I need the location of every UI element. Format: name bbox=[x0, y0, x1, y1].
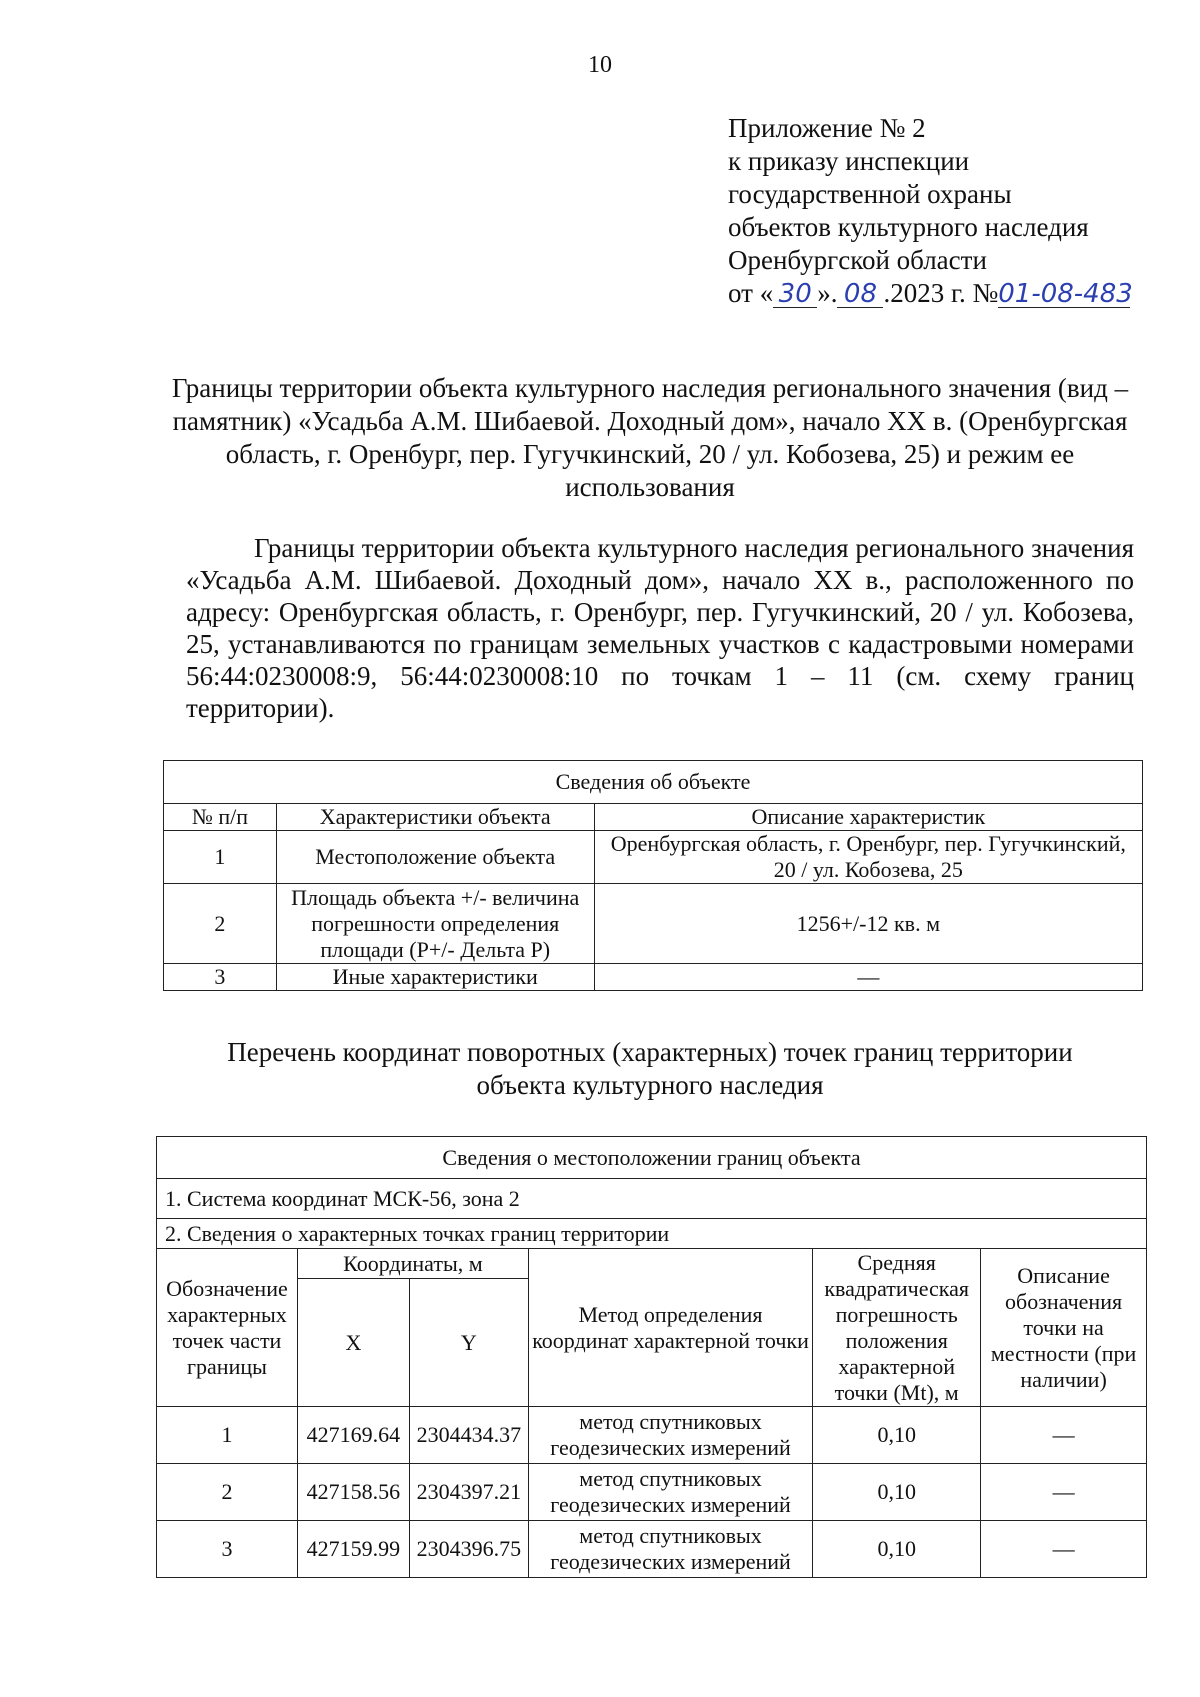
handwritten-day: 30 bbox=[773, 281, 817, 308]
appendix-line: Оренбургской области bbox=[728, 245, 987, 275]
column-header: Описание характеристик bbox=[594, 804, 1142, 831]
intro-paragraph: Границы территории объекта культурного наследия регионального значения «Усадьба А.М. Шибаевой. Доходный дом», начало XX в., расположенного по адресу: Оренбургская область, г. Оренбург, пер. Гугучкинский, 20 / ул. Кобозева, 25, устанавливаются по границам земельных участков с кадастровыми номерами 56:44:0230008:9, 56:44:0230008:10 по точкам 1 – 11 (см. схему границ территории). bbox=[186, 533, 1134, 723]
page-number: 10 bbox=[588, 52, 612, 78]
column-header: Обозначение характерных точек части границы bbox=[157, 1249, 298, 1407]
handwritten-month: 08 bbox=[837, 281, 883, 308]
table-caption: Сведения о местоположении границ объекта bbox=[157, 1137, 1147, 1179]
coordinates-title: Перечень координат поворотных (характерных) точек границ территории объекта культурного наследия bbox=[227, 1037, 1073, 1100]
coordinate-system: 1. Система координат МСК-56, зона 2 bbox=[157, 1179, 1147, 1219]
appendix-block bbox=[728, 112, 1133, 310]
appendix-line: Приложение № 2 bbox=[728, 113, 926, 143]
table-row: 3 Иные характеристики — bbox=[164, 964, 1143, 991]
table-row: 2 Площадь объекта +/- величина погрешности определения площади (P+/- Дельта P) 1256+/-12 кв. м bbox=[164, 884, 1143, 964]
section-heading: 2. Сведения о характерных точках границ территории bbox=[157, 1219, 1147, 1249]
object-info-table bbox=[163, 760, 1143, 991]
table-caption: Сведения об объекте bbox=[164, 761, 1143, 804]
handwritten-order-number: 01-08-483 bbox=[998, 279, 1133, 309]
table-row: 3 427159.99 2304396.75 метод спутниковых геодезических измерений 0,10 — bbox=[157, 1521, 1147, 1578]
table-row: 1 Местоположение объекта Оренбургская область, г. Оренбург, пер. Гугучкинский, 20 / ул. Кобозева, 25 bbox=[164, 831, 1143, 884]
table-row: 2 427158.56 2304397.21 метод спутниковых геодезических измерений 0,10 — bbox=[157, 1464, 1147, 1521]
table-row: 1 427169.64 2304434.37 метод спутниковых геодезических измерений 0,10 — bbox=[157, 1407, 1147, 1464]
document-title: Границы территории объекта культурного наследия регионального значения (вид – памятник) «Усадьба А.М. Шибаевой. Доходный дом», начало XX в. (Оренбургская область, г. Оренбург, пер. Гугучкинский, 20 / ул. Кобозева, 25) и режим ее использования bbox=[171, 373, 1129, 502]
column-header: X bbox=[297, 1279, 409, 1407]
column-header: Метод определения координат характерной точки bbox=[528, 1249, 812, 1407]
column-header: Описание обозначения точки на местности (при наличии) bbox=[981, 1249, 1147, 1407]
column-header: № п/п bbox=[164, 804, 277, 831]
appendix-line: объектов культурного наследия bbox=[728, 212, 1089, 242]
order-date-line: от « 30 ». 08 .2023 г. №01-08-483 bbox=[728, 278, 1133, 309]
column-header: Характеристики объекта bbox=[276, 804, 594, 831]
column-header: Координаты, м bbox=[297, 1249, 528, 1279]
coordinates-table bbox=[156, 1136, 1147, 1578]
appendix-line: к приказу инспекции bbox=[728, 146, 970, 176]
column-header: Средняя квадратическая погрешность положения характерной точки (Mt), м bbox=[813, 1249, 981, 1407]
column-header: Y bbox=[409, 1279, 528, 1407]
appendix-line: государственной охраны bbox=[728, 179, 1012, 209]
